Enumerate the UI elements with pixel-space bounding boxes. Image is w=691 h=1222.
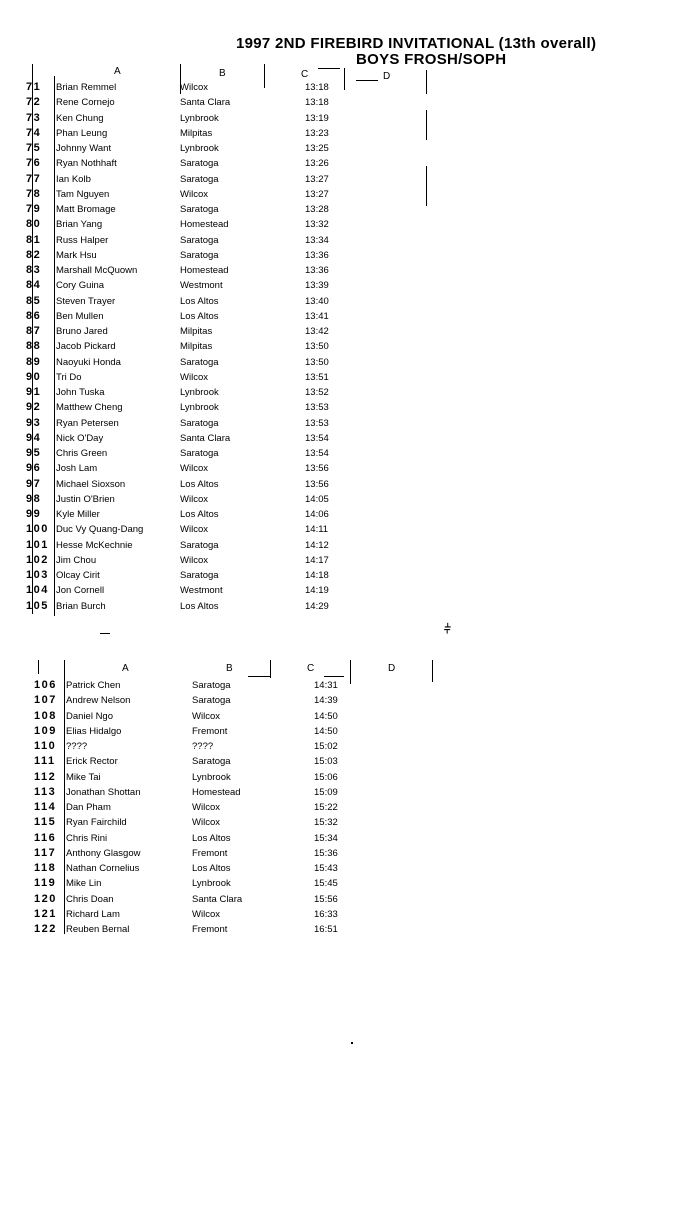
school-name: Homestead <box>180 265 229 276</box>
runner-name: Ryan Fairchild <box>66 817 127 829</box>
runner-name: Ben Mullen <box>56 310 104 322</box>
finish-time: 13:26 <box>305 158 329 170</box>
runner-name: Jim Chou <box>56 554 97 566</box>
finish-time: 13:34 <box>305 234 329 246</box>
school-name: Westmont <box>180 585 223 597</box>
school-name: Wilcox <box>180 554 208 566</box>
finish-time: 13:25 <box>305 143 329 154</box>
runner-name: Jonathan Shottan <box>66 786 141 798</box>
finish-time: 14:29 <box>305 600 329 612</box>
runner-name: Anthony Glasgow <box>66 847 141 859</box>
runner-name: Chris Green <box>56 448 108 459</box>
column-divider <box>432 660 433 682</box>
result-row <box>28 846 388 861</box>
runner-name: Nathan Cornelius <box>66 863 140 874</box>
school-name: Saratoga <box>180 173 219 185</box>
finish-time: 15:34 <box>314 832 338 844</box>
runner-name: Kyle Miller <box>56 509 100 520</box>
place-number: 111 <box>34 755 56 768</box>
school-name: Wilcox <box>192 710 220 722</box>
finish-time: 13:41 <box>305 310 329 322</box>
column-divider <box>426 110 427 140</box>
result-row <box>20 309 380 324</box>
finish-time: 14:06 <box>305 509 329 520</box>
place-number: 120 <box>34 892 57 905</box>
place-number: 91 <box>26 386 42 398</box>
place-number: 87 <box>26 325 42 337</box>
school-name: ???? <box>192 741 214 752</box>
divider <box>248 676 270 677</box>
place-number: 105 <box>26 599 49 612</box>
finish-time: 15:22 <box>314 802 338 813</box>
result-row <box>20 263 380 278</box>
result-row <box>20 248 380 263</box>
result-row <box>20 111 380 126</box>
result-row <box>20 324 380 339</box>
result-row <box>20 141 380 156</box>
finish-time: 15:06 <box>314 771 338 783</box>
runner-name: Mark Hsu <box>56 249 97 261</box>
school-name: Saratoga <box>192 680 231 691</box>
place-number: 82 <box>26 248 42 261</box>
scribble-mark: ⫩ <box>444 622 451 636</box>
finish-time: 13:50 <box>305 356 329 368</box>
place-number: 107 <box>34 694 57 707</box>
place-number: 96 <box>26 462 42 475</box>
school-name: Saratoga <box>180 356 219 368</box>
divider <box>324 676 344 677</box>
runner-name: Hesse McKechnie <box>56 539 133 551</box>
school-name: Saratoga <box>180 417 219 429</box>
result-row <box>20 583 380 598</box>
finish-time: 13:56 <box>305 478 329 490</box>
finish-time: 15:56 <box>314 893 338 905</box>
place-number: 117 <box>34 846 57 859</box>
runner-name: Chris Doan <box>66 893 114 905</box>
result-row <box>20 156 380 171</box>
school-name: Los Altos <box>180 478 219 490</box>
runner-name: Matt Bromage <box>56 204 116 215</box>
place-number: 115 <box>34 816 57 829</box>
column-divider <box>270 660 271 678</box>
place-number: 118 <box>34 862 57 874</box>
finish-time: 13:39 <box>305 280 329 292</box>
runner-name: Ryan Nothhaft <box>56 158 117 170</box>
finish-time: 13:27 <box>305 173 329 185</box>
column-header-c: C <box>307 663 315 674</box>
place-number: 84 <box>26 279 42 292</box>
finish-time: 15:45 <box>314 878 338 890</box>
school-name: Saratoga <box>180 570 219 581</box>
column-divider <box>38 660 39 674</box>
result-row <box>20 95 380 110</box>
place-number: 89 <box>26 355 42 368</box>
school-name: Wilcox <box>180 371 208 383</box>
finish-time: 15:36 <box>314 847 338 859</box>
school-name: Milpitas <box>180 127 213 139</box>
school-name: Wilcox <box>180 524 208 536</box>
result-row <box>28 770 388 785</box>
runner-name: Dan Pham <box>66 802 111 813</box>
school-name: Westmont <box>180 280 223 292</box>
finish-time: 13:27 <box>305 188 329 200</box>
runner-name: Johnny Want <box>56 143 112 154</box>
result-row <box>28 739 388 754</box>
school-name: Santa Clara <box>192 893 243 905</box>
place-number: 122 <box>34 923 57 935</box>
finish-time: 15:43 <box>314 863 338 874</box>
school-name: Wilcox <box>180 82 208 93</box>
result-row <box>20 538 380 553</box>
finish-time: 13:36 <box>305 249 329 261</box>
result-row <box>28 678 388 693</box>
column-header-c: C <box>301 69 309 80</box>
place-number: 119 <box>34 877 57 890</box>
runner-name: Elias Hidalgo <box>66 725 122 737</box>
runner-name: Phan Leung <box>56 127 108 139</box>
finish-time: 14:31 <box>314 680 338 691</box>
runner-name: Bruno Jared <box>56 326 108 337</box>
column-header-b: B <box>226 663 233 674</box>
divider <box>100 633 110 634</box>
school-name: Saratoga <box>192 756 231 768</box>
place-number: 92 <box>26 401 42 414</box>
column-header-b: B <box>219 68 226 79</box>
school-name: Wilcox <box>180 188 208 200</box>
place-number: 103 <box>26 569 49 581</box>
result-row <box>20 126 380 141</box>
finish-time: 13:23 <box>305 127 329 139</box>
place-number: 98 <box>26 492 42 505</box>
school-name: Milpitas <box>180 341 213 353</box>
place-number: 113 <box>34 785 57 798</box>
result-row <box>20 507 380 522</box>
finish-time: 14:17 <box>305 554 329 566</box>
place-number: 74 <box>26 126 42 139</box>
runner-name: Rene Cornejo <box>56 97 115 109</box>
place-number: 86 <box>26 309 42 322</box>
result-row <box>20 446 380 461</box>
finish-time: 14:50 <box>314 710 338 722</box>
result-row <box>20 568 380 583</box>
place-number: 73 <box>26 111 42 124</box>
finish-time: 13:51 <box>305 371 329 383</box>
runner-name: Duc Vy Quang-Dang <box>56 524 144 536</box>
school-name: Homestead <box>180 219 229 231</box>
result-row <box>20 553 380 568</box>
column-divider <box>426 70 427 94</box>
result-row <box>20 599 380 614</box>
school-name: Homestead <box>192 786 241 798</box>
school-name: Santa Clara <box>180 97 231 109</box>
school-name: Santa Clara <box>180 432 231 444</box>
finish-time: 13:28 <box>305 204 329 215</box>
result-row <box>28 693 388 708</box>
result-row <box>20 294 380 309</box>
school-name: Saratoga <box>180 448 219 459</box>
runner-name: ???? <box>66 741 88 752</box>
result-row <box>20 522 380 537</box>
finish-time: 16:33 <box>314 908 338 920</box>
place-number: 104 <box>26 584 49 597</box>
school-name: Fremont <box>192 847 228 859</box>
school-name: Saratoga <box>180 234 219 246</box>
column-header-a: A <box>114 66 121 77</box>
school-name: Los Altos <box>180 310 219 322</box>
result-row <box>20 339 380 354</box>
finish-time: 14:11 <box>305 524 329 536</box>
runner-name: Jacob Pickard <box>56 341 116 353</box>
runner-name: Patrick Chen <box>66 680 121 691</box>
runner-name: Brian Yang <box>56 219 103 231</box>
runner-name: Nick O'Day <box>56 432 104 444</box>
school-name: Fremont <box>192 924 228 935</box>
result-row <box>28 724 388 739</box>
result-row <box>20 278 380 293</box>
finish-time: 15:03 <box>314 756 338 768</box>
finish-time: 13:56 <box>305 463 329 475</box>
result-row <box>20 187 380 202</box>
runner-name: Olcay Cirit <box>56 570 100 581</box>
finish-time: 14:19 <box>305 585 329 597</box>
runner-name: Ian Kolb <box>56 173 91 185</box>
runner-name: John Tuska <box>56 387 105 398</box>
finish-time: 13:19 <box>305 112 329 124</box>
runner-name: Josh Lam <box>56 463 98 475</box>
finish-time: 14:50 <box>314 725 338 737</box>
result-row <box>20 172 380 187</box>
finish-time: 13:18 <box>305 82 329 93</box>
speck <box>351 1042 353 1044</box>
place-number: 77 <box>26 172 42 185</box>
column-header-d: D <box>383 71 391 82</box>
result-row <box>28 815 388 830</box>
school-name: Lynbrook <box>180 402 219 414</box>
school-name: Lynbrook <box>192 771 231 783</box>
school-name: Lynbrook <box>192 878 231 890</box>
place-number: 106 <box>34 679 57 691</box>
school-name: Saratoga <box>180 158 219 170</box>
result-row <box>20 477 380 492</box>
result-row <box>28 785 388 800</box>
runner-name: Steven Trayer <box>56 295 116 307</box>
result-row <box>20 431 380 446</box>
runner-name: Tri Do <box>56 371 82 383</box>
column-header-a: A <box>122 663 129 674</box>
runner-name: Naoyuki Honda <box>56 356 121 368</box>
school-name: Lynbrook <box>180 387 219 398</box>
finish-time: 15:09 <box>314 786 338 798</box>
result-row <box>20 80 380 95</box>
result-row <box>20 202 380 217</box>
runner-name: Justin O'Brien <box>56 493 115 505</box>
result-row <box>20 461 380 476</box>
runner-name: Andrew Nelson <box>66 695 131 707</box>
place-number: 71 <box>26 81 42 93</box>
runner-name: Mike Lin <box>66 878 102 890</box>
result-row <box>20 217 380 232</box>
result-row <box>28 831 388 846</box>
runner-name: Michael Sioxson <box>56 478 126 490</box>
finish-time: 16:51 <box>314 924 338 935</box>
column-header-d: D <box>388 663 396 674</box>
runner-name: Brian Remmel <box>56 82 117 93</box>
school-name: Wilcox <box>192 802 220 813</box>
school-name: Wilcox <box>192 817 220 829</box>
finish-time: 13:36 <box>305 265 329 276</box>
finish-time: 14:12 <box>305 539 329 551</box>
school-name: Lynbrook <box>180 143 219 154</box>
finish-time: 13:40 <box>305 295 329 307</box>
school-name: Fremont <box>192 725 228 737</box>
runner-name: Jon Cornell <box>56 585 105 597</box>
runner-name: Tam Nguyen <box>56 188 110 200</box>
place-number: 78 <box>26 187 42 200</box>
finish-time: 13:54 <box>305 448 329 459</box>
place-number: 121 <box>34 907 57 920</box>
result-row <box>20 355 380 370</box>
place-number: 80 <box>26 218 42 231</box>
place-number: 79 <box>26 203 42 215</box>
finish-time: 15:02 <box>314 741 338 752</box>
place-number: 75 <box>26 142 42 154</box>
place-number: 97 <box>26 477 42 490</box>
finish-time: 13:54 <box>305 432 329 444</box>
school-name: Los Altos <box>180 295 219 307</box>
results-table-2 <box>28 660 448 940</box>
school-name: Los Altos <box>180 600 219 612</box>
result-row <box>20 416 380 431</box>
place-number: 102 <box>26 553 49 566</box>
school-name: Los Altos <box>192 863 231 874</box>
page-title: 1997 2ND FIREBIRD INVITATIONAL (13th overall) <box>236 35 597 52</box>
finish-time: 15:32 <box>314 817 338 829</box>
school-name: Wilcox <box>192 908 220 920</box>
finish-time: 13:18 <box>305 97 329 109</box>
place-number: 112 <box>34 770 57 783</box>
place-number: 94 <box>26 431 42 444</box>
place-number: 100 <box>26 523 49 536</box>
result-row <box>20 233 380 248</box>
runner-name: Ken Chung <box>56 112 104 124</box>
finish-time: 14:05 <box>305 493 329 505</box>
place-number: 72 <box>26 96 42 109</box>
school-name: Los Altos <box>180 509 219 520</box>
result-row <box>28 892 388 907</box>
finish-time: 14:39 <box>314 695 338 707</box>
place-number: 85 <box>26 294 42 307</box>
place-number: 99 <box>26 508 42 520</box>
runner-name: Ryan Petersen <box>56 417 119 429</box>
result-row <box>28 754 388 769</box>
runner-name: Brian Burch <box>56 600 106 612</box>
result-row <box>20 492 380 507</box>
place-number: 83 <box>26 264 42 276</box>
place-number: 88 <box>26 340 42 353</box>
results-table-1 <box>20 64 440 624</box>
school-name: Los Altos <box>192 832 231 844</box>
finish-time: 13:53 <box>305 417 329 429</box>
result-row <box>28 922 388 937</box>
place-number: 109 <box>34 724 57 737</box>
result-row <box>28 876 388 891</box>
runner-name: Matthew Cheng <box>56 402 123 414</box>
place-number: 101 <box>26 538 49 551</box>
divider <box>318 68 340 69</box>
runner-name: Marshall McQuown <box>56 265 138 276</box>
place-number: 76 <box>26 157 42 170</box>
school-name: Saratoga <box>180 204 219 215</box>
finish-time: 13:32 <box>305 219 329 231</box>
place-number: 114 <box>34 801 57 813</box>
school-name: Wilcox <box>180 463 208 475</box>
school-name: Saratoga <box>192 695 231 707</box>
school-name: Wilcox <box>180 493 208 505</box>
finish-time: 13:50 <box>305 341 329 353</box>
place-number: 93 <box>26 416 42 429</box>
runner-name: Erick Rector <box>66 756 118 768</box>
school-name: Milpitas <box>180 326 213 337</box>
finish-time: 13:53 <box>305 402 329 414</box>
result-row <box>28 800 388 815</box>
place-number: 95 <box>26 447 42 459</box>
place-number: 110 <box>34 740 57 752</box>
runner-name: Mike Tai <box>66 771 101 783</box>
runner-name: Reuben Bernal <box>66 924 130 935</box>
place-number: 90 <box>26 370 42 383</box>
runner-name: Cory Guina <box>56 280 105 292</box>
column-divider <box>426 166 427 206</box>
runner-name: Daniel Ngo <box>66 710 113 722</box>
finish-time: 13:42 <box>305 326 329 337</box>
finish-time: 13:52 <box>305 387 329 398</box>
page-subtitle: BOYS FROSH/SOPH <box>356 51 507 68</box>
runner-name: Richard Lam <box>66 908 120 920</box>
place-number: 108 <box>34 709 57 722</box>
result-row <box>28 861 388 876</box>
result-row <box>20 370 380 385</box>
place-number: 116 <box>34 831 57 844</box>
runner-name: Chris Rini <box>66 832 108 844</box>
school-name: Lynbrook <box>180 112 219 124</box>
result-row <box>28 907 388 922</box>
finish-time: 14:18 <box>305 570 329 581</box>
school-name: Saratoga <box>180 539 219 551</box>
result-row <box>20 385 380 400</box>
runner-name: Russ Halper <box>56 234 109 246</box>
result-row <box>28 709 388 724</box>
school-name: Saratoga <box>180 249 219 261</box>
place-number: 81 <box>26 233 42 246</box>
result-row <box>20 400 380 415</box>
